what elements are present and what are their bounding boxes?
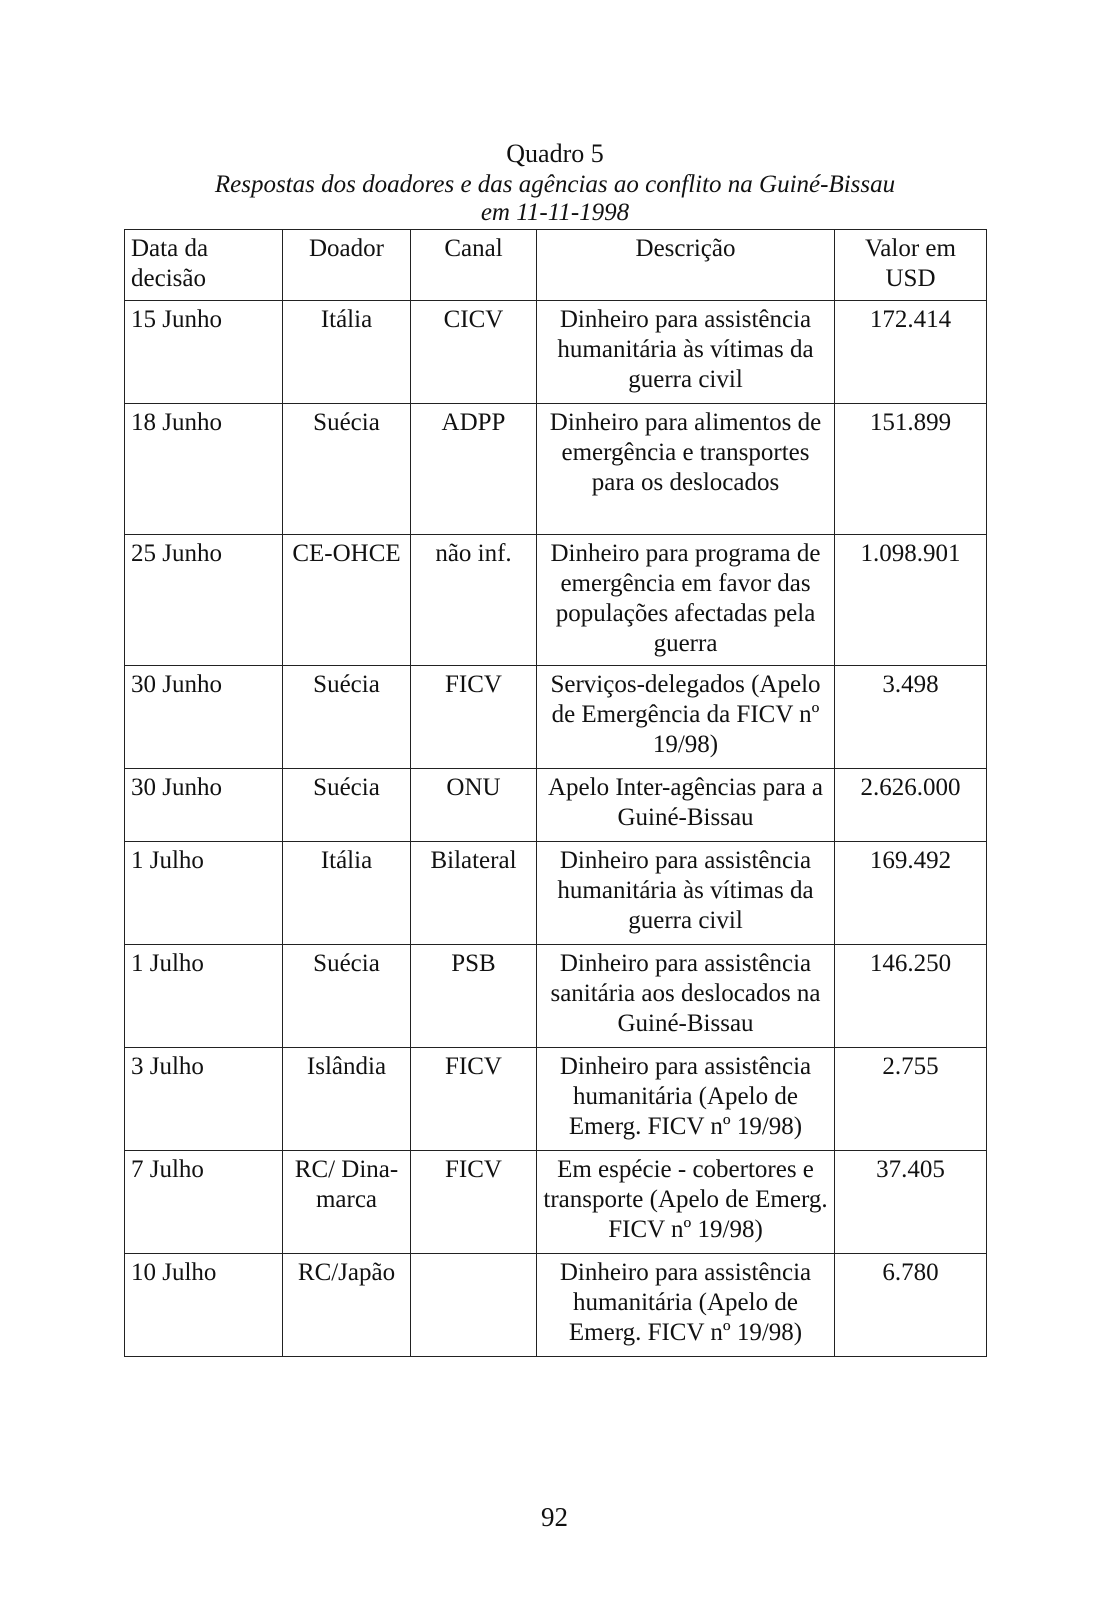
cell-value: 2.626.000 <box>835 769 987 842</box>
cell-date: 10 Julho <box>125 1254 283 1357</box>
cell-value: 37.405 <box>835 1151 987 1254</box>
cell-value: 172.414 <box>835 301 987 404</box>
cell-value: 6.780 <box>835 1254 987 1357</box>
cell-description: Dinheiro para assistência humanitária (Apelo de Emerg. FICV nº 19/98) <box>537 1048 835 1151</box>
cell-channel: ADPP <box>411 404 537 535</box>
cell-donor: RC/Japão <box>283 1254 411 1357</box>
cell-description: Serviços-delegados (Apelo de Emergência da FICV nº 19/98) <box>537 666 835 769</box>
table-row <box>125 301 987 404</box>
cell-date: 18 Junho <box>125 404 283 535</box>
cell-date: 25 Junho <box>125 535 283 666</box>
cell-description: Apelo Inter-agências para a Guiné-Bissau <box>537 769 835 842</box>
cell-date: 30 Junho <box>125 769 283 842</box>
cell-channel: PSB <box>411 945 537 1048</box>
cell-donor: Itália <box>283 842 411 945</box>
cell-value: 169.492 <box>835 842 987 945</box>
cell-value: 2.755 <box>835 1048 987 1151</box>
cell-date: 15 Junho <box>125 301 283 404</box>
cell-description: Dinheiro para programa de emergência em favor das populações afectadas pela guerra <box>537 535 835 666</box>
table-row <box>125 666 987 769</box>
cell-donor: RC/ Dina-marca <box>283 1151 411 1254</box>
cell-channel: não inf. <box>411 535 537 666</box>
cell-description: Dinheiro para assistência humanitária às vítimas da guerra civil <box>537 301 835 404</box>
table-row <box>125 1151 987 1254</box>
table-row <box>125 404 987 535</box>
cell-channel: CICV <box>411 301 537 404</box>
cell-date: 3 Julho <box>125 1048 283 1151</box>
header-value: Valor em USD <box>835 230 987 301</box>
cell-value: 146.250 <box>835 945 987 1048</box>
cell-channel <box>411 1254 537 1357</box>
cell-donor: Itália <box>283 301 411 404</box>
table-row <box>125 842 987 945</box>
table-date-line: em 11-11-1998 <box>480 199 630 226</box>
table-row <box>125 769 987 842</box>
cell-donor: Islândia <box>283 1048 411 1151</box>
cell-donor: CE-OHCE <box>283 535 411 666</box>
cell-channel: ONU <box>411 769 537 842</box>
cell-value: 3.498 <box>835 666 987 769</box>
cell-value: 151.899 <box>835 404 987 535</box>
cell-description: Dinheiro para assistência sanitária aos deslocados na Guiné-Bissau <box>537 945 835 1048</box>
cell-donor: Suécia <box>283 666 411 769</box>
cell-date: 1 Julho <box>125 842 283 945</box>
cell-description: Dinheiro para alimentos de emergência e transportes para os deslocados <box>537 404 835 535</box>
cell-donor: Suécia <box>283 404 411 535</box>
table-row <box>125 945 987 1048</box>
header-description: Descrição <box>537 230 835 301</box>
table-label: Quadro 5 <box>506 139 604 168</box>
cell-description: Em espécie - cobertores e transporte (Apelo de Emerg. FICV nº 19/98) <box>537 1151 835 1254</box>
table-header-row <box>125 230 987 301</box>
table-row <box>125 535 987 666</box>
cell-channel: Bilateral <box>411 842 537 945</box>
cell-donor: Suécia <box>283 945 411 1048</box>
cell-description: Dinheiro para assistência humanitária às vítimas da guerra civil <box>537 842 835 945</box>
cell-date: 7 Julho <box>125 1151 283 1254</box>
table-caption <box>124 138 986 226</box>
table-row <box>125 1254 987 1357</box>
cell-description: Dinheiro para assistência humanitária (Apelo de Emerg. FICV nº 19/98) <box>537 1254 835 1357</box>
cell-channel: FICV <box>411 1048 537 1151</box>
cell-date: 30 Junho <box>125 666 283 769</box>
header-channel: Canal <box>411 230 537 301</box>
cell-date: 1 Julho <box>125 945 283 1048</box>
table-row <box>125 1048 987 1151</box>
header-date: Data da decisão <box>125 230 283 301</box>
cell-donor: Suécia <box>283 769 411 842</box>
header-donor: Doador <box>283 230 411 301</box>
cell-channel: FICV <box>411 1151 537 1254</box>
cell-channel: FICV <box>411 666 537 769</box>
table-subtitle: Respostas dos doadores e das agências ao conflito na Guiné-Bissau <box>214 171 896 198</box>
donor-responses-table <box>124 229 987 1357</box>
cell-value: 1.098.901 <box>835 535 987 666</box>
page-number: 92 <box>541 1502 568 1532</box>
